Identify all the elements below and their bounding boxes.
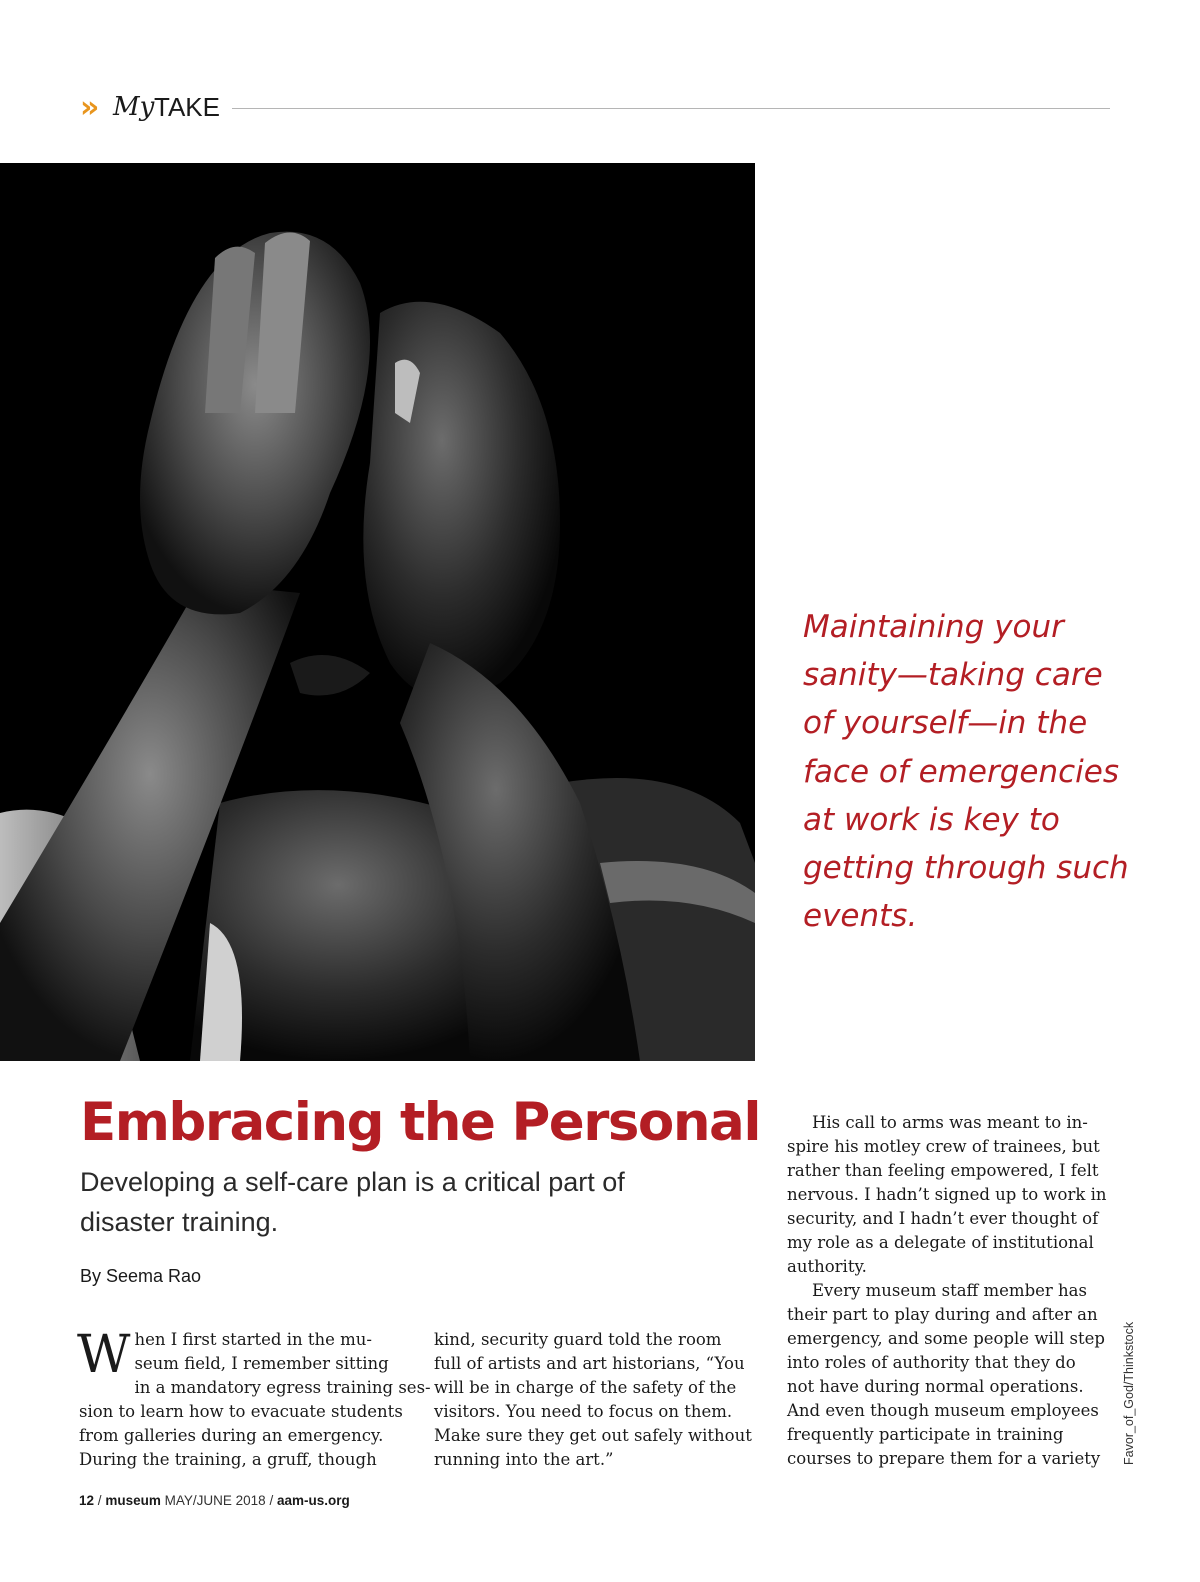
body-line: not have during normal operations.: [787, 1377, 1084, 1396]
body-line: nervous. I hadn’t signed up to work in: [787, 1185, 1107, 1204]
header-rule: [232, 108, 1110, 109]
body-line: courses to prepare them for a variety: [787, 1449, 1101, 1468]
section-header: [80, 88, 1110, 128]
body-line: will be in charge of the safety of the: [434, 1378, 737, 1397]
byline: By Seema Rao: [80, 1266, 202, 1286]
body-line: into roles of authority that they do: [787, 1353, 1076, 1372]
issue-date: MAY/JUNE 2018: [164, 1493, 266, 1508]
section-label-take: TAKE: [154, 92, 220, 122]
body-line: hen I first started in the mu-: [134, 1330, 373, 1349]
body-line: full of artists and art historians, “You: [434, 1354, 745, 1373]
magazine-name: museum: [105, 1493, 161, 1508]
photo-credit: Favor_of_God/Thinkstock: [1122, 1321, 1136, 1465]
chevron-double-right-icon: »: [80, 90, 94, 125]
body-line: authority.: [787, 1257, 867, 1276]
body-line: seum field, I remember sitting: [134, 1354, 389, 1373]
body-line: my role as a delegate of institutional: [787, 1233, 1094, 1252]
footer-separator: /: [269, 1493, 274, 1508]
body-column-3: [787, 1111, 1112, 1471]
page-number: 12: [79, 1493, 95, 1508]
body-line: Make sure they get out safely without: [434, 1426, 752, 1445]
body-line: their part to play during and after an: [787, 1305, 1098, 1324]
body-column-1: [77, 1325, 431, 1472]
website: aam-us.org: [276, 1493, 350, 1508]
article-title: Embracing the Personal: [80, 1092, 760, 1153]
body-line: kind, security guard told the room: [434, 1330, 722, 1349]
body-line: sion to learn how to evacuate students: [79, 1402, 403, 1421]
body-line: And even though museum employees: [787, 1401, 1099, 1420]
pull-quote: Maintaining your sanity—taking care of yourself—in the face of emergencies at work is key to getting through such events.: [803, 609, 1129, 935]
page-footer: [79, 1493, 350, 1508]
body-line: His call to arms was meant to in-: [812, 1113, 1088, 1132]
article-subtitle: Developing a self-care plan is a critical part of disaster training.: [80, 1167, 625, 1237]
body-column-2: [434, 1328, 764, 1472]
section-label-my: My: [113, 92, 155, 122]
body-line: During the training, a gruff, though: [79, 1450, 377, 1469]
footer-separator: /: [97, 1493, 102, 1508]
body-line: running into the art.”: [434, 1450, 614, 1469]
body-line: rather than feeling empowered, I felt: [787, 1161, 1099, 1180]
body-line: spire his motley crew of trainees, but: [787, 1137, 1100, 1156]
body-line: from galleries during an emergency.: [79, 1426, 384, 1445]
drop-cap: W: [77, 1325, 131, 1385]
body-line: Every museum staff member has: [812, 1281, 1087, 1300]
body-line: emergency, and some people will step: [787, 1329, 1105, 1348]
body-line: security, and I hadn’t ever thought of: [787, 1209, 1099, 1228]
hands-over-face-photo: [0, 163, 755, 1061]
body-line: frequently participate in training: [787, 1425, 1064, 1444]
body-line: in a mandatory egress training ses-: [134, 1378, 431, 1397]
body-line: visitors. You need to focus on them.: [434, 1402, 733, 1421]
article-photo: [0, 163, 755, 1061]
